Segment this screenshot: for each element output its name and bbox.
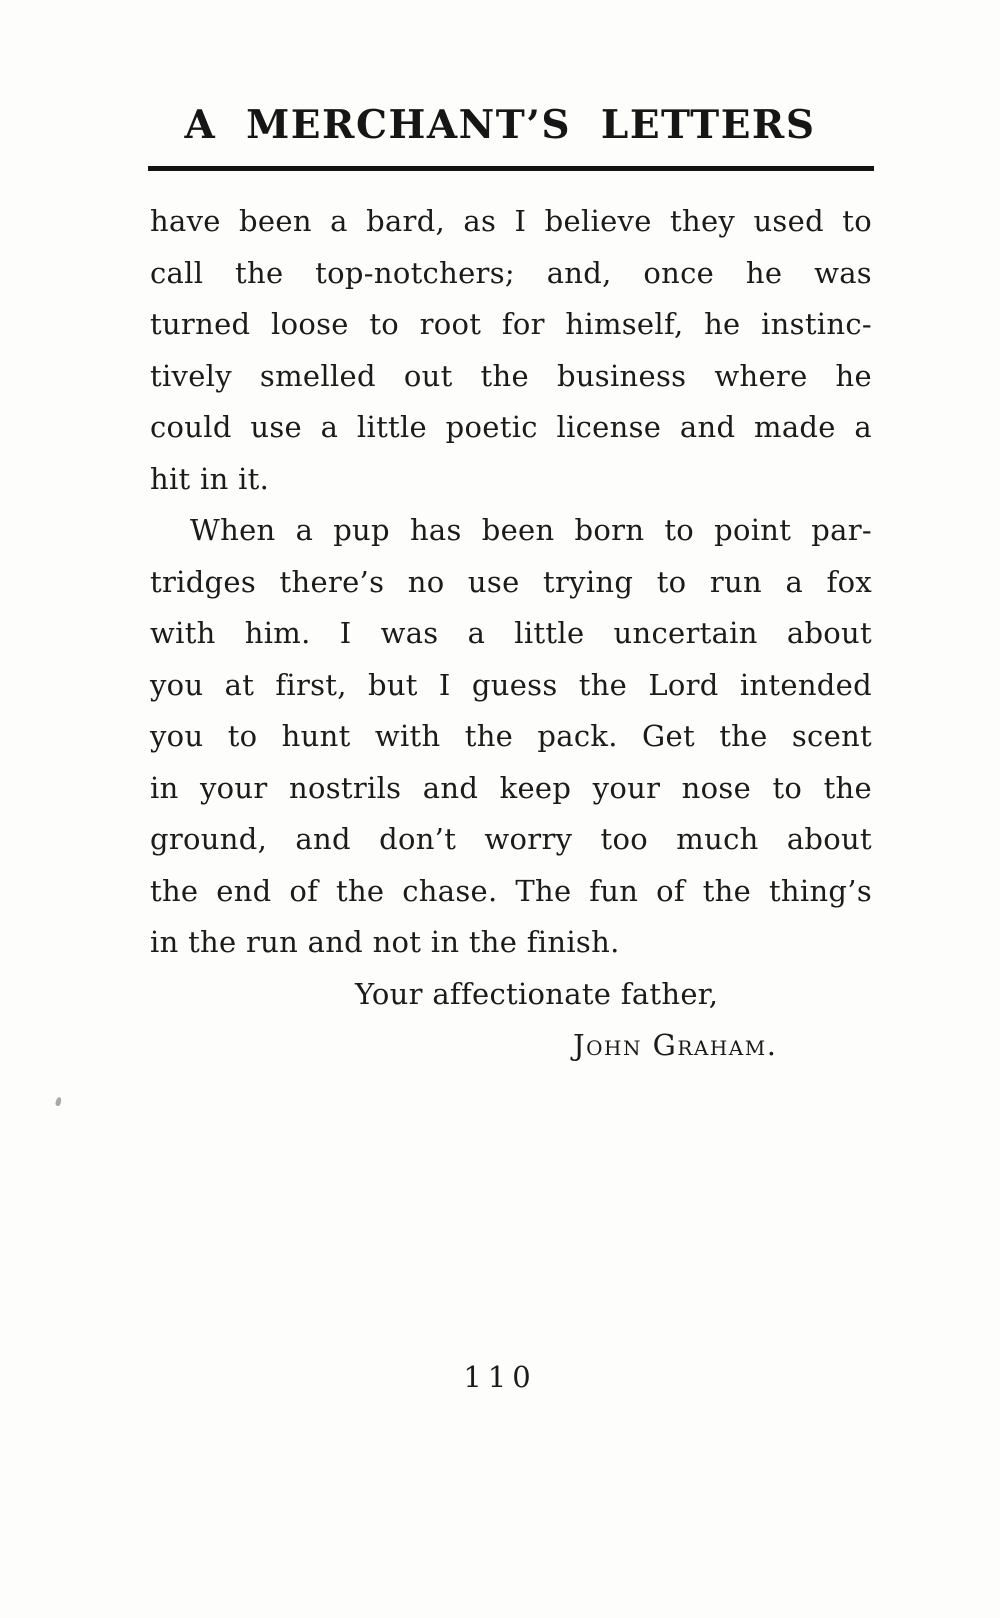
- text-line: in your nostrils and keep your nose to the: [150, 770, 872, 805]
- text-line: tridges there’s no use trying to run a fox: [150, 564, 872, 599]
- text-line: in the run and not in the finish.: [150, 925, 620, 959]
- text-line: the end of the chase. The fun of the thing’s: [150, 873, 872, 908]
- text-line: tively smelled out the business where he: [150, 358, 872, 393]
- text-line: ground, and don’t worry too much about: [150, 822, 872, 856]
- text-line: you at first, but I guess the Lord intended: [150, 667, 872, 702]
- page-number: 110: [463, 1360, 537, 1394]
- header-rule: [148, 166, 874, 171]
- page-body: [150, 196, 872, 1072]
- text-line: with him. I was a little uncertain about: [150, 616, 872, 650]
- text-line: hit in it.: [150, 461, 270, 496]
- text-line: have been a bard, as I believe they used to: [150, 204, 872, 238]
- scan-speck: [55, 1097, 62, 1107]
- text-line: turned loose to root for himself, he instinc-: [150, 307, 872, 341]
- text-line: call the top-notchers; and, once he was: [150, 255, 872, 290]
- signature-line: John Graham.: [573, 1028, 778, 1062]
- text-line: could use a little poetic license and made a: [150, 410, 872, 444]
- text-line: you to hunt with the pack. Get the scent: [150, 719, 872, 753]
- closing-line: Your affectionate father,: [355, 976, 719, 1011]
- text-line: When a pup has been born to point par-: [190, 513, 872, 547]
- page-title: A MERCHANT’S LETTERS: [184, 102, 816, 148]
